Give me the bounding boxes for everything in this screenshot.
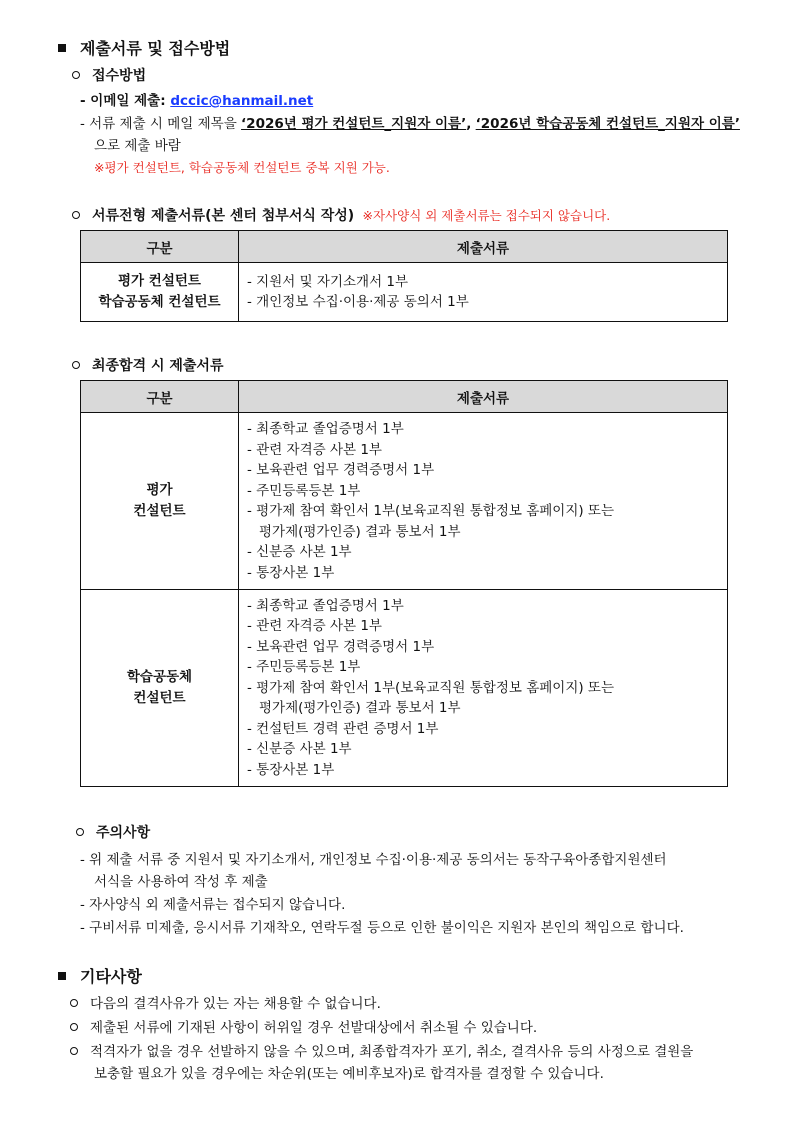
caution-heading: 주의사항 xyxy=(76,822,150,842)
caution-item: - 구비서류 미제출, 응시서류 기재착오, 연락두절 등으로 인한 불이익은 지원자 본인의 책임으로 합니다. xyxy=(80,920,684,936)
final-heading: 최종합격 시 제출서류 xyxy=(72,355,223,375)
circle-bullet-icon xyxy=(72,361,80,369)
square-bullet-icon xyxy=(58,44,66,52)
subject-suffix: 으로 제출 바람 xyxy=(94,138,181,154)
circle-bullet-icon xyxy=(70,1047,78,1055)
circle-bullet-icon xyxy=(70,1023,78,1031)
other-item: 적격자가 없을 경우 선발하지 않을 수 있으며, 최종합격자가 포기, 취소, 결격사유 등의 사정으로 결원을 xyxy=(70,1040,693,1060)
docs-cell: - 지원서 및 자기소개서 1부 - 개인정보 수집·이용·제공 동의서 1부 xyxy=(239,263,728,322)
table-row xyxy=(81,590,728,787)
caution-item: - 위 제출 서류 중 지원서 및 자기소개서, 개인정보 수집·이용·제공 동의서는 동작구육아종합지원센터 xyxy=(80,852,667,868)
col-docs: 제출서류 xyxy=(239,231,728,263)
caution-item: 서식을 사용하여 작성 후 제출 xyxy=(94,874,268,890)
category-cell: 평가 컨설턴트 학습공동체 컨설턴트 xyxy=(81,263,239,322)
square-bullet-icon xyxy=(58,972,66,980)
circle-bullet-icon xyxy=(70,999,78,1007)
circle-bullet-icon xyxy=(72,211,80,219)
other-item-continuation: 보충할 필요가 있을 경우에는 차순위(또는 예비후보자)로 합격자를 결정할 수 있습니다. xyxy=(94,1066,604,1082)
col-category: 구분 xyxy=(81,231,239,263)
docs-cell: - 최종학교 졸업증명서 1부 - 관련 자격증 사본 1부 - 보육관련 업무 경력증명서 1부 - 주민등록등본 1부 - 평가제 참여 확인서 1부(보육교직원 통합정보 홈페이지) 또는 평가제(평가인증) 결과 통보서 1부 - 신분증 사본 1부 - 통장사본 1부 xyxy=(239,413,728,590)
subject-line: - 서류 제출 시 메일 제목을 ‘2026년 평가 컨설턴트_지원자 이름’, ‘2026년 학습공동체 컨설턴트_지원자 이름’ xyxy=(80,116,740,132)
section-title-submission: 제출서류 및 접수방법 xyxy=(58,36,230,59)
category-cell: 학습공동체 컨설턴트 xyxy=(81,590,239,787)
email-link[interactable]: dccic@hanmail.net xyxy=(170,93,314,109)
section-title-other: 기타사항 xyxy=(58,964,142,987)
duplicate-note: ※평가 컨설턴트, 학습공동체 컨설턴트 중복 지원 가능. xyxy=(94,160,390,175)
method-heading: 접수방법 xyxy=(72,65,146,85)
other-item: 다음의 결격사유가 있는 자는 채용할 수 없습니다. xyxy=(70,992,381,1012)
table-header-row xyxy=(81,381,728,413)
circle-bullet-icon xyxy=(76,828,84,836)
docs-cell: - 최종학교 졸업증명서 1부 - 관련 자격증 사본 1부 - 보육관련 업무 경력증명서 1부 - 주민등록등본 1부 - 평가제 참여 확인서 1부(보육교직원 통합정보 홈페이지) 또는 평가제(평가인증) 결과 통보서 1부 - 컨설턴트 경력 관련 증명서 1부 - 신분증 사본 1부 - 통장사본 1부 xyxy=(239,590,728,787)
screening-warning: ※자사양식 외 제출서류는 접수되지 않습니다. xyxy=(362,208,611,223)
caution-item: - 자사양식 외 제출서류는 접수되지 않습니다. xyxy=(80,897,346,913)
circle-bullet-icon xyxy=(72,71,80,79)
email-line: - 이메일 제출: dccic@hanmail.net xyxy=(80,93,314,109)
col-docs: 제출서류 xyxy=(239,381,728,413)
other-item: 제출된 서류에 기재된 사항이 허위일 경우 선발대상에서 취소될 수 있습니다. xyxy=(70,1016,537,1036)
table-row xyxy=(81,263,728,322)
table-row xyxy=(81,413,728,590)
col-category: 구분 xyxy=(81,381,239,413)
category-cell: 평가 컨설턴트 xyxy=(81,413,239,590)
table-header-row xyxy=(81,231,728,263)
final-table xyxy=(80,380,728,787)
screening-table xyxy=(80,230,728,322)
screening-heading: 서류전형 제출서류(본 센터 첨부서식 작성) ※자사양식 외 제출서류는 접수되지 않습니다. xyxy=(72,205,610,225)
